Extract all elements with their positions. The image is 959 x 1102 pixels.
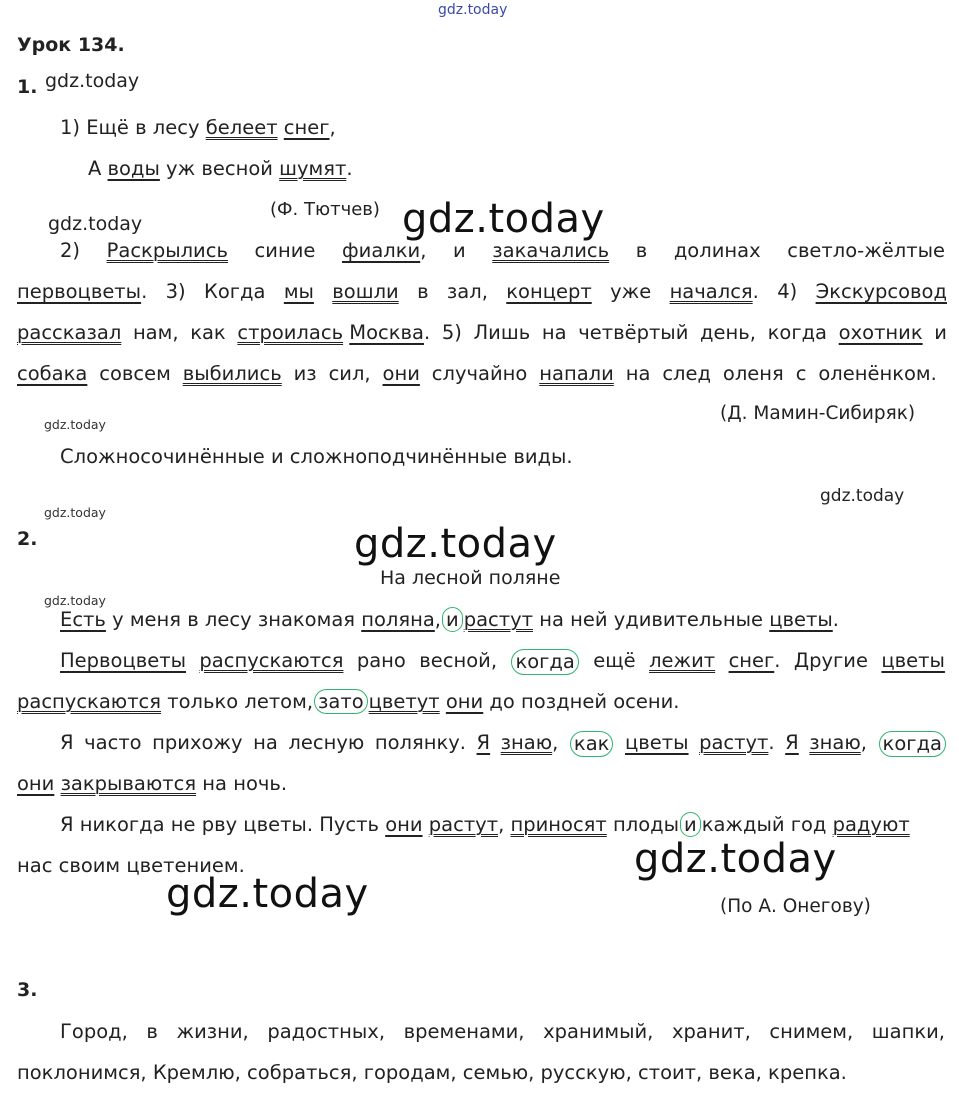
task1-answer: Сложносочинённые и сложноподчинённые виды. bbox=[60, 445, 573, 468]
watermark-small: gdz.today bbox=[44, 417, 106, 432]
poem-author: (Ф. Тютчев) bbox=[270, 199, 380, 220]
task2-title: На лесной поляне bbox=[380, 567, 561, 589]
task-1-number: 1. bbox=[17, 76, 38, 98]
watermark: gdz.today bbox=[820, 486, 905, 506]
watermark-small: gdz.today bbox=[44, 593, 106, 608]
task2-sentence-3-line-1: Я часто прихожу на лесную полянку. Я знаю, как цветы растут. Я знаю, когда bbox=[60, 731, 947, 757]
poem-line-1: 1) Ещё в лесу белеет снег, bbox=[60, 116, 336, 139]
poem-line-2: А воды уж весной шумят. bbox=[88, 157, 353, 180]
lesson-title: Урок 134. bbox=[17, 34, 125, 56]
task1-text-line-2: первоцветы. 3) Когда мы вошли в зал, концерт уже начался. 4) Экскурсовод bbox=[17, 280, 947, 303]
task3-words-line-1: Город, в жизни, радостных, временами, хранимый, хранит, снимем, шапки, bbox=[60, 1020, 945, 1043]
task-3-number: 3. bbox=[17, 979, 38, 1001]
task1-text-line-3: рассказал нам, как строилась Москва. 5) Лишь на четвёртый день, когда охотник и bbox=[17, 321, 947, 344]
task2-sentence-1: Есть у меня в лесу знакомая поляна, и растут на ней удивительные цветы. bbox=[60, 608, 839, 631]
watermark-large: gdz.today bbox=[634, 836, 837, 882]
task2-author: (По А. Онегову) bbox=[720, 896, 871, 917]
task1-author: (Д. Мамин-Сибиряк) bbox=[720, 403, 916, 424]
watermark-large: gdz.today bbox=[354, 521, 557, 567]
watermark-top: gdz.today bbox=[438, 2, 508, 18]
task2-sentence-3-line-2: они закрываются на ночь. bbox=[17, 772, 288, 795]
task2-sentence-2-line-2: распускаются только летом, зато цветут они до поздней осени. bbox=[17, 690, 680, 713]
task3-words-line-2: поклонимся, Кремлю, собраться, городам, семью, русскую, стоит, века, крепка. bbox=[17, 1061, 847, 1084]
watermark-large: gdz.today bbox=[402, 196, 605, 242]
watermark: gdz.today bbox=[45, 70, 140, 92]
watermark: gdz.today bbox=[48, 213, 143, 235]
watermark-large: gdz.today bbox=[166, 871, 369, 917]
task1-text-line-4: собака совсем выбились из сил, они случайно напали на след оленя с оленёнком. bbox=[17, 362, 937, 385]
task2-sentence-4-line-2: нас своим цветением. bbox=[17, 854, 245, 877]
task-2-number: 2. bbox=[17, 528, 38, 550]
watermark-small: gdz.today bbox=[44, 505, 106, 520]
task2-sentence-2-line-1: Первоцветы распускаются рано весной, когда ещё лежит снег. Другие цветы bbox=[60, 649, 945, 673]
task2-sentence-4-line-1: Я никогда не рву цветы. Пусть они растут, приносят плоды и каждый год радуют bbox=[60, 813, 910, 836]
task1-text-line-1: 2) Раскрылись синие фиалки, и закачались в долинах светло-жёлтые bbox=[60, 239, 945, 262]
